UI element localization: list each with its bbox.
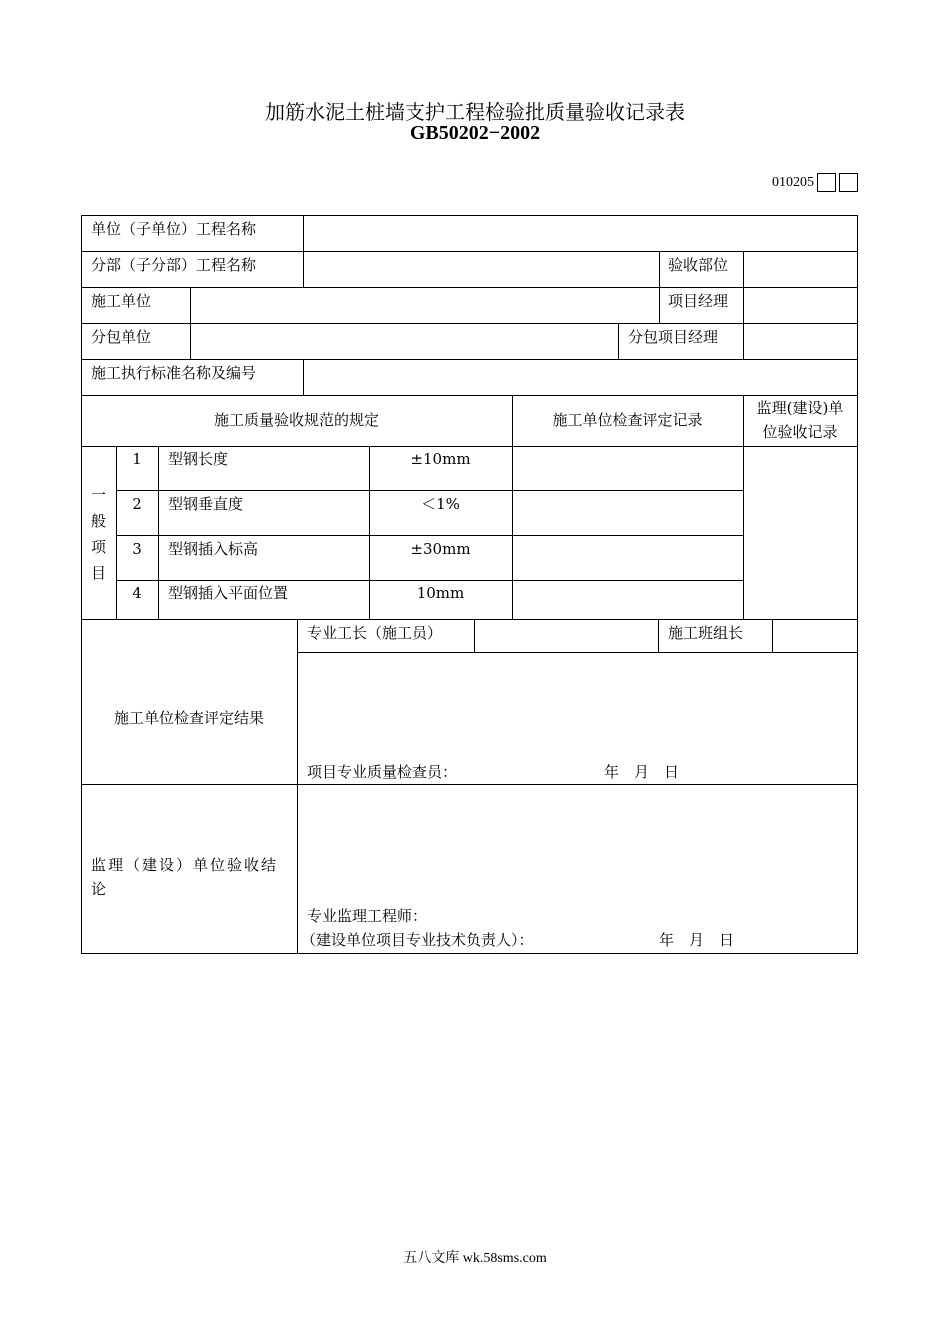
footer-watermark: 五八文库 wk.58sms.com — [403, 1251, 547, 1266]
item-name: 型钢插入标高 — [168, 540, 259, 558]
item-name: 型钢插入平面位置 — [168, 584, 289, 602]
group-label-char: 一 — [90, 486, 106, 504]
conclusion-date: 年 月 日 — [659, 931, 735, 949]
item-number: 3 — [132, 540, 142, 558]
acceptance-part-label: 验收部位 — [668, 256, 729, 274]
spec-column-header: 施工质量验收规范的规定 — [213, 411, 379, 429]
unit-project-name-label: 单位（子单位）工程名称 — [91, 220, 257, 238]
quality-inspector-label: 项目专业质量检查员： — [307, 763, 458, 781]
check-record-column-header: 施工单位检查评定记录 — [552, 411, 703, 429]
project-manager-label: 项目经理 — [668, 292, 729, 310]
form-code: 010205 — [772, 174, 814, 190]
construction-unit-label: 施工单位 — [91, 292, 152, 310]
subcontract-unit-label: 分包单位 — [91, 328, 152, 346]
acceptance-table — [81, 215, 858, 954]
foreman-label: 专业工长（施工员） — [307, 624, 443, 642]
item-number: 4 — [132, 584, 142, 602]
code-box — [817, 173, 836, 192]
supervision-record-header-line1: 监理(建设)单 — [756, 399, 844, 417]
supervision-engineer-label: 专业监理工程师： — [307, 907, 428, 925]
item-number: 1 — [132, 450, 142, 468]
subcontract-manager-label: 分包项目经理 — [628, 328, 719, 346]
item-name: 型钢垂直度 — [168, 495, 244, 513]
result-label: 施工单位检查评定结果 — [113, 709, 264, 727]
general-items-label — [81, 482, 116, 586]
standard-code: GB50202−2002 — [409, 122, 541, 144]
item-value: ＜1% — [421, 495, 460, 513]
standard-name-label: 施工执行标准名称及编号 — [91, 364, 257, 382]
item-number: 2 — [132, 495, 142, 513]
supervision-record-header-line2: 位验收记录 — [762, 423, 838, 441]
team-leader-label: 施工班组长 — [668, 624, 744, 642]
group-label-char: 目 — [90, 564, 106, 582]
owner-representative-label: （建设单位项目专业技术负责人）： — [301, 931, 534, 949]
code-box — [839, 173, 858, 192]
group-label-char: 般 — [90, 512, 106, 530]
form-title: 加筋水泥土桩墙支护工程检验批质量验收记录表 — [265, 100, 685, 124]
group-label-char: 项 — [90, 538, 106, 556]
result-date: 年 月 日 — [604, 763, 680, 781]
item-value: ±10mm — [410, 450, 471, 468]
form-number — [772, 173, 858, 192]
item-value: 10mm — [416, 584, 465, 602]
item-name: 型钢长度 — [168, 450, 229, 468]
sub-project-name-label: 分部（子分部）工程名称 — [91, 256, 257, 274]
conclusion-label: 监理（建设）单位验收结论 — [91, 856, 279, 898]
item-value: ±30mm — [410, 540, 471, 558]
